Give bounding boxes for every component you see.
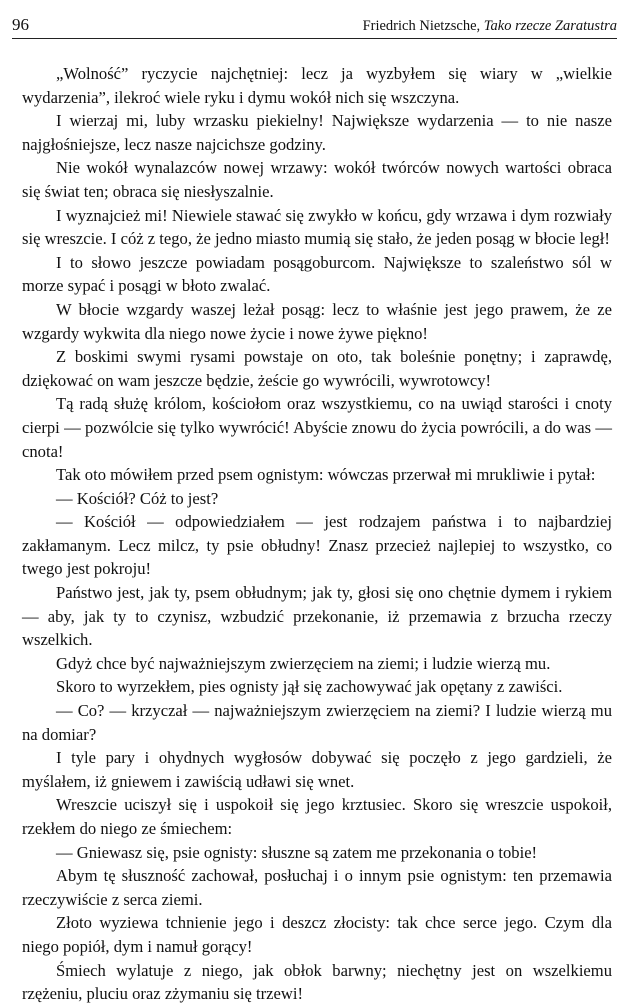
paragraph: — Kościół — odpowiedziałem — jest rodzajem państwa i to najbardziej zakłamanym. Lecz milcz, ty psie obłudny! Znasz przecież najlepiej to wszystko, co twego jest pokroju! [22,512,612,579]
paragraph: Skoro to wyrzekłem, pies ognisty jął się zachowywać jak opętany z zawiści. [56,677,563,697]
paragraph: „Wolność” ryczycie najchętniej: lecz ja wyzbyłem się wiary w „wielkie wydarzenia”, ilekroć wiele ryku i dymu wokół nich się wszczyna. [22,64,612,107]
paragraph: Tak oto mówiłem przed psem ognistym: wówczas przerwał mi mrukliwie i pytał: [56,465,596,485]
paragraph: — Co? — krzyczał — najważniejszym zwierzęciem na ziemi? I ludzie wierzą mu na domiar? [22,701,612,744]
paragraph: W błocie wzgardy waszej leżał posąg: lecz to właśnie jest jego prawem, że ze wzgardy wykwita dla niego nowe życie i nowe żywe piękno! [22,299,612,343]
paragraph: Tą radą służę królom, kościołom oraz wszystkiemu, co na uwiąd starości i cnoty cierpi — pozwólcie się tylko wywrócić! Abyście znowu do życia powrócili, a do was — cnota! [22,394,612,461]
running-head [363,16,617,36]
body-text [22,62,612,1006]
paragraph: Wreszcie uciszył się i uspokoił się jego krztusiec. Skoro się wreszcie uspokoił, rzekłem do niego ze śmiechem: [22,795,612,838]
page-header [12,14,617,39]
paragraph: — Kościół? Cóż to jest? [56,488,219,508]
paragraph: Abym tę słuszność zachował, posłuchaj i o innym psie ognistym: ten przemawia rzeczywiście z serca ziemi. [22,866,612,909]
paragraph: Państwo jest, jak ty, psem obłudnym; jak ty, głosi się ono chętnie dymem i rykiem — aby, jak ty to czynisz, wzbudzić przekonanie, iż przemawia z brzucha rzeczy wszelkich. [22,583,612,650]
paragraph: Nie wokół wynalazców nowej wrzawy: wokół twórców nowych wartości obraca się świat ten; obraca się niesłyszalnie. [22,158,612,201]
paragraph: I wierzaj mi, luby wrzasku piekielny! Największe wydarzenia — to nie nasze najgłośniejsze, lecz nasze najcichsze godziny. [22,111,612,154]
running-head-title: Tako rzecze Zaratustra [483,18,617,34]
paragraph: Śmiech wylatuje z niego, jak obłok barwny; niechętny jest on wszelkiemu rzężeniu, pluciu oraz zżymaniu się trzewi! [22,960,612,1004]
paragraph: Złoto wyziewa tchnienie jego i deszcz złocisty: tak chce serce jego. Czym dla niego popiół, dym i namuł gorący! [22,913,612,956]
paragraph: I to słowo jeszcze powiadam posągoburcom. Największe to szaleństwo sól w morze sypać i posągi w błoto zwalać. [22,252,612,296]
paragraph: I tyle pary i ohydnych wygłosów dobywać się poczęło z jego gardzieli, że myślałem, iż gniewem i zawiścią udławi się wnet. [22,748,612,791]
paragraph: I wyznajcież mi! Niewiele stawać się zwykło w końcu, gdy wrzawa i dym rozwiały się wreszcie. I cóż z tego, że jedno miasto mumią się stało, że jeden posąg w błocie legł! [22,205,612,249]
paragraph: — Gniewasz się, psie ognisty: słuszne są zatem me przekonania o tobie! [56,842,538,862]
running-head-author: Friedrich Nietzsche, [362,18,484,34]
paragraph: Z boskimi swymi rysami powstaje on oto, tak boleśnie ponętny; i zaprawdę, dziękować on wam jeszcze będzie, żeście go wywrócili, wywrotowcy! [22,347,612,390]
page-number: 96 [12,15,29,34]
paragraph: Gdyż chce być najważniejszym zwierzęciem na ziemi; i ludzie wierzą mu. [56,653,551,673]
